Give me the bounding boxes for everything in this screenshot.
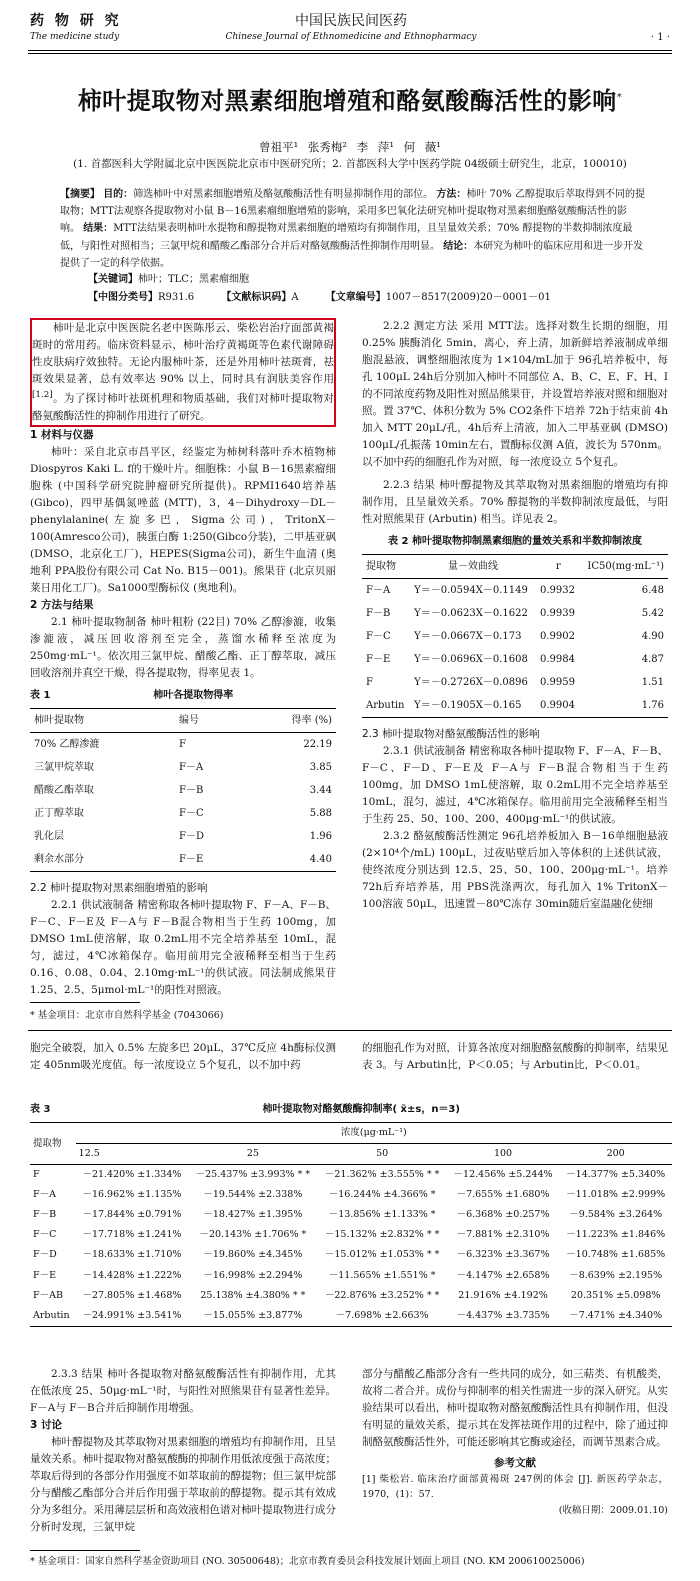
table-row	[362, 579, 668, 603]
running-header	[30, 8, 672, 52]
title-footnote-mark: *	[616, 92, 623, 103]
section-2-1: 2.1 柿叶提取物制备 柿叶粗粉 (22目) 70% 乙醇渗漉，收集渗漉液，减压回收溶剂至完全，蒸馏水稀释至浓度为 250mg·mL⁻¹。依次用三氯甲烷、醋酸乙酯、正丁醇萃取，减压回收溶剂并真空干燥，得各提取物，得率见表 1。	[30, 615, 336, 679]
table-cell: F－C	[179, 807, 204, 819]
table-cell: F－E	[179, 853, 204, 865]
table-cell: －21.362% ±3.555% * *	[324, 1169, 440, 1181]
section-2-2-heading: 2.2 柿叶提取物对黑素细胞增殖的影响	[30, 881, 208, 894]
table-cell: －17.844% ±0.791%	[82, 1209, 182, 1221]
table-row	[30, 732, 336, 756]
table-cell: F－C	[366, 631, 391, 643]
result-text: MTT法结果表明柿叶水提物和醇提物对黑素细胞的增殖均有抑制作用，且呈量效关系；70% 醇提物的半数抑制浓度最低，与阳性对照相当；三氯甲烷和醋酸乙酯部分合并后对酪氨酸酶活性抑制作用明显。	[60, 223, 633, 252]
table3-conc: 12.5	[78, 1148, 100, 1160]
materials-paragraph: 柿叶：采自北京市昌平区，经鉴定为柿树科落叶乔木植物柿 Diospyros Kaki L. f的干燥叶片。细胞株：小鼠 B－16黑素瘤细胞株 (中国科学研究院肿瘤研究所提供)。RPMI1640培养基 (Gibco)，四甲基偶氮唑蓝 (MTT)，3，4－Dihydroxy－DL－phenylalanine(左旋多巴，Sigma公司)，TritonX－100(Amresco公司)，胰蛋白酶 1:250(Gibco分装)，二甲基亚砜 (DMSO，北京化工厂)，HEPES(Sigma公司)，新生牛血清 (奥地利 PPA股份有限公司 Cat No. B15－001)。熊果苷 (北京贝丽莱日用化工厂)。Sa1000型酶标仪 (奥地利)。	[30, 445, 336, 594]
table-cell: F－B	[179, 784, 204, 796]
table1-header: 柿叶提取物	[34, 714, 84, 726]
table-cell: －4.147% ±2.658%	[456, 1269, 550, 1281]
table-cell: F－B	[33, 1209, 57, 1221]
table-cell: 5.42	[641, 608, 664, 620]
table-cell: F－B	[366, 608, 391, 620]
table-cell: F－D	[33, 1249, 57, 1261]
section-2-3-3: 2.3.3 结果 柿叶各提取物对酪氨酸酶活性有抑制作用，尤其在低浓度 25、50μg·mL⁻¹时，与阳性对照熊果苷有显著性差异。F－A与 F－B合并后抑制作用增强。	[30, 1368, 336, 1414]
table2-caption: 表 2 柿叶提取物抑制黑素细胞的量效关系和半数抑制浓度	[388, 536, 642, 547]
footnote-rule	[30, 1002, 140, 1003]
table3-conc: 50	[376, 1148, 389, 1160]
table-cell: 0.9939	[539, 608, 575, 620]
table-cell: F－AB	[33, 1289, 63, 1301]
table-cell: Y＝－0.0667X－0.173	[414, 631, 522, 643]
section-2-2-1: 2.2.1 供试液制备 精密称取各柿叶提取物 F、F－A、F－B、F－C、F－E及 F－A与 F－B混合物相当于生药 100mg，加 DMSO 1mL使溶解，取 0.2mL用不完全培养基至 10mL，混匀，滤过，4℃冰箱保存。临用前用完全液稀释至相当于生药 0.16、0.08、0.04、2.10mg·mL⁻¹的供试液。同法制成熊果苷 1.25、2.5、5μmol·mL⁻¹的阳性对照液。	[30, 898, 336, 996]
table-cell: 0.9904	[539, 700, 575, 712]
table-cell: －10.748% ±1.685%	[566, 1249, 666, 1261]
table-cell: Arbutin	[33, 1309, 70, 1321]
table-cell: F－E	[33, 1269, 57, 1281]
table-row	[30, 1245, 672, 1265]
table-cell: F－A	[33, 1189, 56, 1201]
table2-header: IC50(mg·mL⁻¹)	[587, 561, 664, 573]
keywords	[88, 272, 646, 288]
table-row	[362, 648, 668, 671]
table-cell: Y＝－0.1905X－0.165	[414, 700, 522, 712]
abstract-label: 【摘要】	[60, 189, 100, 200]
table-cell: 三氯甲烷萃取	[34, 761, 94, 773]
article-id-value: 1007－8517(2009)20－0001－01	[385, 292, 551, 303]
journal-title: 中国民族民间医药	[295, 13, 407, 29]
table-cell: －7.881% ±2.310%	[456, 1229, 550, 1241]
affiliations: (1. 首都医科大学附属北京中医医院北京市中医研究所；2. 首都医科大学中医药学院 04级硕士研究生，北京，100010)	[73, 158, 627, 170]
table-3	[30, 1122, 672, 1326]
table-row	[362, 694, 668, 718]
table-row	[30, 1205, 672, 1225]
table-cell: －4.437% ±3.735%	[456, 1309, 550, 1321]
right-column-2	[362, 1040, 668, 1074]
discussion-paragraph-1: 柿叶醇提物及其萃取物对黑素细胞的增殖均有抑制作用，且呈量效关系。柿叶提取物对酪氨酸酶的抑制作用低浓度强于高浓度；萃取后得到的各部分作用强度不如萃取前的醇提物；但三氯甲烷部分与醋酸乙酯部分合并后作用强于萃取前的醇提物。提示其有效成分为多组分。采用薄层层析和高效液相色谱对柿叶提取物进行成分分析时发现，三氯甲烷	[30, 1436, 336, 1533]
table-cell: －16.962% ±1.135%	[82, 1189, 182, 1201]
cls-value: R931.6	[158, 292, 195, 303]
table-cell: －6.323% ±3.367%	[456, 1249, 550, 1261]
keywords-label: 【关键词】	[88, 274, 138, 285]
cls-label: 【中图分类号】	[88, 292, 158, 303]
keywords-text: 柿叶；TLC；黑素瘤细胞	[138, 274, 249, 285]
table-3-block	[30, 1096, 672, 1327]
intro-citation: [1.2]	[32, 390, 53, 400]
section-2-3-2: 2.3.2 酪氨酸酶活性测定 96孔培养板加入 B－16单细胞悬液 (2×10⁴个/mL) 100μL，过夜贴壁后加入等体积的上述供试液，使终浓度分别达到 12.5、25、50、100、200μg·mL⁻¹。培养 72h后弃培养基，用 PBS洗涤两次，每孔加入 1% TritonX－100溶液 50μL，迅速置－80℃冻存 30min随后室温融化使细	[362, 830, 668, 911]
table-cell: F－C	[33, 1229, 57, 1241]
table-row	[362, 671, 668, 694]
table-cell: －16.244% ±4.366% *	[328, 1189, 436, 1201]
table2-header: 提取物	[366, 561, 396, 573]
reference-item: [1] 柴松岩. 临床治疗面部黄褐斑 247例的体会 [J]. 新医药学杂志，1970，(1)：57.	[362, 1474, 668, 1501]
table-cell: 0.9932	[539, 585, 575, 597]
table-cell: 0.9902	[539, 631, 575, 643]
table-cell: F	[33, 1169, 40, 1181]
article-id-label: 【文章编号】	[325, 292, 386, 303]
table-cell: 1.96	[309, 830, 332, 842]
table-cell: 20.351% ±5.098%	[570, 1289, 661, 1301]
section-2-3-heading: 2.3 柿叶提取物对酪氨酸酶活性的影响	[362, 728, 540, 741]
table-cell: －21.420% ±1.334%	[82, 1169, 182, 1181]
section-2-3-1: 2.3.1 供试液制备 精密称取各柿叶提取物 F、F－A、F－B、F－C、F－D、F－E及 F－A与 F－B混合物相当于生药 100mg，加 DMSO 1mL使溶解，取 0.2mL用不完全培养基至 10mL，混匀，滤过，4℃冰箱保存。临用前用完全液稀释至相当于生药 25、50、100、200、400μg·mL⁻¹的供试液。	[362, 745, 668, 826]
table-cell: 0.9959	[539, 677, 575, 689]
table-row	[30, 1286, 672, 1306]
page-number: · 1 ·	[650, 32, 670, 43]
table-cell: －17.718% ±1.241%	[82, 1229, 182, 1241]
table-cell: F－A	[179, 761, 204, 773]
table-row	[30, 802, 336, 825]
table-cell: 25.138% ±4.380% * *	[200, 1289, 306, 1301]
received-date: (收稿日期：2009.01.10)	[558, 1504, 668, 1516]
table-cell: －11.223% ±1.846%	[566, 1229, 666, 1241]
intro-text: 柿叶是北京中医医院名老中医陈彤云、柴松岩治疗面部黄褐斑时的常用药。临床资料显示，柿叶治疗黄褐斑等色素代谢障碍性皮肤病疗效独特。无论内服柿叶茶，还是外用柿叶祛斑膏，祛斑效果显著，总有效率达 90% 以上，同时具有润肤美容作用	[32, 322, 334, 385]
table-row	[30, 1266, 672, 1286]
table-cell: －18.427% ±1.395%	[203, 1209, 303, 1221]
table-cell: Y＝－0.0623X－0.1622	[414, 608, 528, 620]
header-rule	[28, 50, 672, 51]
table-cell: －13.856% ±1.133% *	[328, 1209, 436, 1221]
table-cell: 22.19	[303, 738, 332, 750]
conclusion-label: 结论：	[443, 240, 474, 252]
table-cell: －12.456% ±5.244%	[453, 1169, 553, 1181]
paper-title-text: 柿叶提取物对黑素细胞增殖和酪氨酸酶活性的影响	[77, 87, 617, 115]
section-name-en: The medicine study	[30, 32, 120, 42]
paper-title	[28, 82, 672, 121]
table-cell: －15.012% ±1.053% * *	[324, 1249, 440, 1261]
doc-value: A	[291, 292, 299, 303]
objective-label: 目的：	[103, 189, 134, 200]
footnote-rule-2	[30, 1550, 140, 1551]
table-cell: －11.565% ±1.551% *	[328, 1269, 436, 1281]
table-cell: 醋酸乙酯萃取	[34, 784, 94, 796]
table-row	[30, 825, 336, 848]
table2-header: 量－效曲线	[448, 561, 499, 573]
section-heading-1: 1 材料与仪器	[30, 428, 94, 441]
table-row	[362, 625, 668, 648]
table-cell: －7.655% ±1.680%	[456, 1189, 550, 1201]
references-heading: 参考文献	[494, 1457, 536, 1469]
method-label: 方法：	[436, 189, 467, 200]
table-cell: －7.471% ±4.340%	[569, 1309, 663, 1321]
table3-body	[30, 1165, 672, 1326]
table1-title: 柿叶各提取物得率	[153, 689, 234, 701]
table-cell: 1.51	[641, 677, 664, 689]
table-cell: －19.544% ±2.338%	[203, 1189, 303, 1201]
table-cell: Arbutin	[366, 700, 405, 712]
table-cell: 乳化层	[34, 830, 64, 842]
left-column	[30, 318, 336, 999]
abstract	[60, 186, 646, 272]
method-text: 柿叶 70% 乙醇提取后萃取得到不同的提取物；MTT法观察各提取物对小鼠 B－16黑素瘤细胞增殖的影响，采用多巴氧化法研究柿叶提取物对黑素细胞酪氨酸酶活性的影响。	[60, 189, 645, 235]
table1-caption	[30, 688, 336, 704]
objective-text: 筛选柿叶中对黑素细胞增殖及酪氨酸酶活性有明显抑制作用的部位。	[133, 189, 434, 200]
table-cell: 0.9984	[539, 654, 575, 666]
table-cell: F	[366, 677, 373, 689]
table2-header: r	[555, 561, 561, 573]
table1-header: 编号	[179, 714, 200, 726]
intro-paragraph-highlighted	[30, 318, 336, 427]
table-cell: 21.916% ±4.192%	[458, 1289, 548, 1301]
table-cell: 70% 乙醇渗漉	[34, 738, 100, 750]
table-row	[30, 1306, 672, 1327]
table-cell: －8.639% ±2.195%	[569, 1269, 663, 1281]
table3-row-header: 提取物	[33, 1137, 62, 1149]
table3-conc-header: 浓度(μg·mL⁻¹)	[76, 1123, 672, 1144]
table3-conc: 100	[493, 1148, 513, 1160]
table1-header: 得率 (%)	[291, 714, 332, 726]
table-cell: －14.428% ±1.222%	[82, 1269, 182, 1281]
table-cell: 4.90	[641, 631, 664, 643]
table-2	[362, 554, 668, 718]
footnote-funding-2: * 基金项目：国家自然科学基金资助项目 (NO. 30500648)；北京市教育委员会科技发展计划面上项目 (NO. KM 200610025006)	[30, 1556, 585, 1567]
table-cell: －15.055% ±3.877%	[203, 1309, 303, 1321]
section-2-2-3: 2.2.3 结果 柿叶醇提物及其萃取物对黑素细胞的增殖均有抑制作用，且呈量效关系。70% 醇提物的半数抑制浓度最低，与阳性对照熊果苷 (Arbutin) 相当。详见表 2。	[362, 479, 668, 525]
intro-text-2: 。为了探讨柿叶祛斑机理和物质基础，我们对柿叶提取物对酪氨酸酶活性的抑制作用进行了研究。	[32, 392, 334, 422]
table-cell: －16.998% ±2.294%	[203, 1269, 303, 1281]
table-cell: F－E	[366, 654, 391, 666]
table3-number: 表 3	[30, 1104, 51, 1115]
table-row	[30, 848, 336, 872]
table1-number: 表 1	[30, 689, 51, 701]
table-cell: －22.876% ±3.252% * *	[324, 1289, 440, 1301]
table-cell: －7.698% ±2.663%	[335, 1309, 429, 1321]
table-cell: Y＝－0.2726X－0.0896	[414, 677, 528, 689]
header-rule-2	[28, 53, 672, 54]
table-cell: Y＝－0.0696X－0.1608	[414, 654, 528, 666]
section-heading-3: 3 讨论	[30, 1419, 62, 1431]
table-cell: －6.368% ±0.257%	[456, 1209, 550, 1221]
discussion-paragraph-2: 部分与醋酸乙酯部分含有一些共同的成分，如三萜类、有机酸类，故将二者合并。成份与抑制率的相关性需进一步的深入研究。从实验结果可以看出，柿叶提取物对酪氨酸酶活性具有抑制作用，但没有明显的量效关系，提示其在发挥祛斑作用的过程中，除了通过抑制酪氨酸酶活性外，可能还影响其它酶或途径，而调节黑素合成。	[362, 1368, 668, 1448]
table-1	[30, 708, 336, 872]
journal-title-en: Chinese Journal of Ethnomedicine and Ethnopharmacy	[225, 32, 477, 42]
table3-conc: 25	[246, 1148, 259, 1160]
table-cell: 正丁醇萃取	[34, 807, 84, 819]
table-row	[30, 1225, 672, 1245]
table-cell: Y＝－0.0594X－0.1149	[414, 585, 528, 597]
table-cell: －20.143% ±1.706% *	[199, 1229, 307, 1241]
table-cell: －19.860% ±4.345%	[203, 1249, 303, 1261]
conclusion-text: 本研究为柿叶的临床应用和进一步开发提供了一定的科学依据。	[60, 240, 644, 269]
page-divider	[28, 1030, 672, 1031]
table3-conc: 200	[606, 1148, 625, 1160]
result-label: 结果：	[83, 223, 114, 235]
section-2-2-2: 2.2.2 测定方法 采用 MTT法。选择对数生长期的细胞，用 0.25% 胰酶消化 5min，离心，弃上清，加新鲜培养液制成单细胞混悬液，调整细胞浓度为 1×104/mL加于 96孔培养板中，每孔 100μL 24h后分别加入柿叶不同部位 A、B、C、E、F、H、I的不同浓度药物及阳性对照品熊果苷，并设置培养液对照和细胞对照。置 37℃、体积分数为 5% CO2条件下培养 72h于结束前 4h加入 MTT 20μL/孔，4h后弃上清液，加入二甲基亚砜 (DMSO) 100μL/孔振荡 10min左右，置酶标仪测 A值，波长为 570nm。以不加中药的细胞孔作为对照，每一浓度设立 5个复孔。	[362, 320, 668, 468]
table-row	[30, 1165, 672, 1186]
section-2-3-2-cont: 胞完全破裂，加入 0.5% 左旋多巴 20μL，37℃反应 4h酶标仪测定 405nm吸光度值。每一浓度设立 5个复孔，以不加中药	[30, 1042, 336, 1071]
table-cell: 3.85	[309, 761, 332, 773]
table-cell: －25.437% ±3.993% * *	[195, 1169, 311, 1181]
table-row	[30, 1185, 672, 1205]
section-name: 药 物 研 究	[30, 13, 122, 29]
table-cell: 4.40	[309, 853, 332, 865]
footnote-funding-1: * 基金项目：北京市自然科学基金 (7043066)	[30, 1010, 224, 1021]
table-row	[362, 602, 668, 625]
table-cell: F	[179, 738, 186, 750]
table3-title: 柿叶提取物对酪氨酸酶抑制率( x̄±s，n＝3)	[262, 1104, 460, 1115]
table-cell: －9.584% ±3.264%	[569, 1209, 663, 1221]
table-row	[30, 756, 336, 779]
doc-label: 【文献标识码】	[221, 292, 292, 303]
table-cell: 3.44	[309, 784, 332, 796]
table-row	[30, 779, 336, 802]
left-column-2	[30, 1040, 336, 1074]
table-cell: 4.87	[641, 654, 664, 666]
table-cell: 5.88	[309, 807, 332, 819]
left-column-3	[30, 1366, 336, 1536]
table-cell: F－A	[366, 585, 391, 597]
table-cell: F－D	[179, 830, 205, 842]
right-column	[362, 318, 668, 913]
section-2-3-2-cont2: 的细胞孔作为对照，计算各浓度对细胞酪氨酸酶的抑制率，结果见表 3。与 Arbutin比，P＜0.05；与 Arbutin比，P＜0.01。	[362, 1042, 668, 1071]
table-cell: 6.48	[641, 585, 664, 597]
table3-caption	[30, 1102, 672, 1118]
table-cell: －18.633% ±1.710%	[82, 1249, 182, 1261]
table-cell: －15.132% ±2.832% * *	[324, 1229, 440, 1241]
table-cell: －24.991% ±3.541%	[82, 1309, 182, 1321]
table-cell: 1.76	[641, 700, 664, 712]
table-cell: －14.377% ±5.340%	[566, 1169, 666, 1181]
section-heading-2: 2 方法与结果	[30, 598, 94, 611]
table-cell: －27.805% ±1.468%	[82, 1289, 182, 1301]
table-cell: 剩余水部分	[34, 853, 84, 865]
table-cell: －11.018% ±2.999%	[566, 1189, 666, 1201]
classification	[88, 290, 646, 306]
right-column-3	[362, 1366, 668, 1518]
author-list: 曾祖平¹ 张秀梅² 李 萍¹ 何 薇¹	[259, 140, 441, 154]
